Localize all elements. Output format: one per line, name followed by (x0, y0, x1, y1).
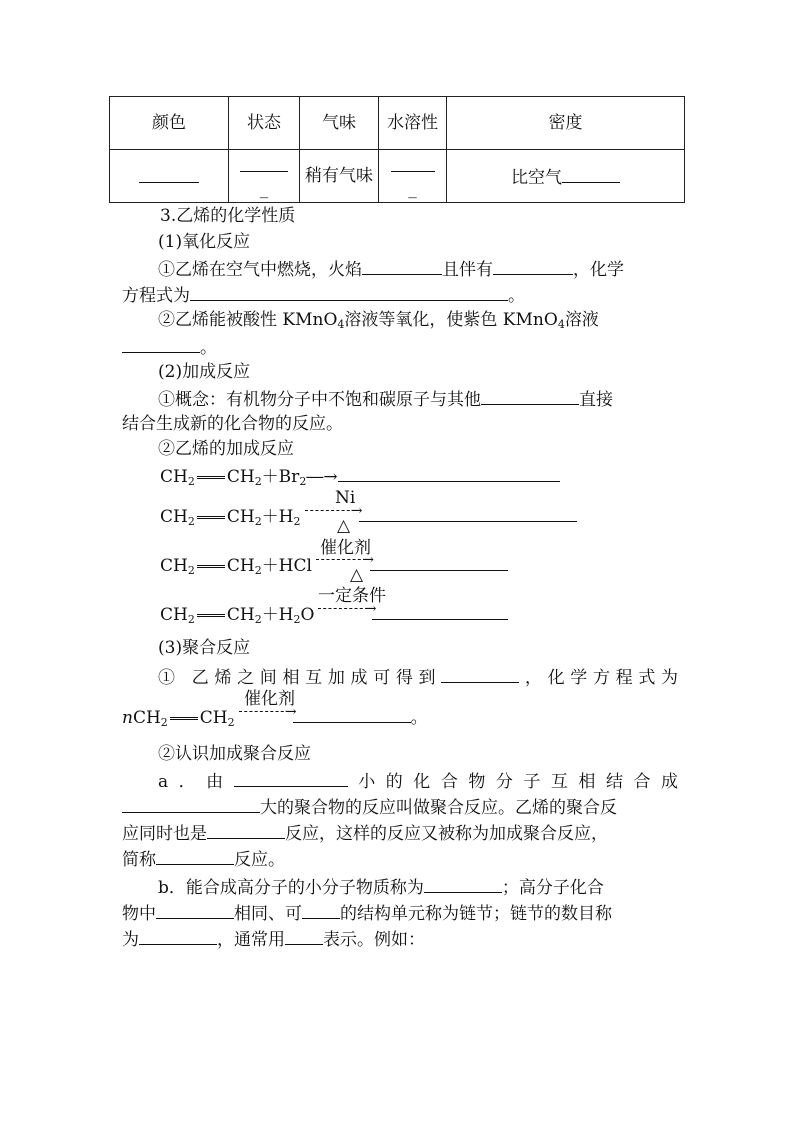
definition-a-cont1: 大的聚合物的反应叫做聚合反应。乙烯的聚合反 (122, 794, 678, 820)
equation-br2: $CH_2$ $CH_2+Br_2―\to$ (160, 463, 560, 489)
polymerization-product-blank[interactable] (293, 704, 411, 723)
polymerization-subheading: ②认识加成聚合反应 (158, 744, 311, 764)
section-title: 3.乙烯的化学性质 (160, 206, 296, 226)
header-density: 密度 (447, 97, 685, 150)
symbol-blank[interactable] (285, 926, 323, 945)
table-header-row (110, 97, 685, 150)
oxidation-item-2-cont: 。 (122, 334, 678, 360)
composition-blank[interactable] (156, 900, 234, 919)
addition-heading: (2)加成反应 (158, 362, 251, 382)
mass-small-blank[interactable] (234, 768, 348, 787)
header-state: 状态 (229, 97, 300, 150)
definition-b-cont1: 物中 相同、可 的结构单元称为链节；链节的数目称 (122, 900, 678, 926)
header-solubility: 水溶性 (379, 97, 447, 150)
oxidation-item-1-cont: 方程式为 。 (122, 282, 678, 308)
kmno4-result-blank[interactable] (122, 334, 200, 353)
reaction-arrow (239, 711, 289, 726)
density-text: 比空气 (511, 167, 562, 188)
double-bond (197, 516, 225, 519)
double-bond (197, 565, 225, 568)
reaction-type-blank[interactable] (207, 820, 285, 839)
heat-symbol: △ (350, 565, 364, 585)
h2o-product-blank[interactable] (372, 601, 508, 620)
blank-mark: _ (408, 178, 417, 199)
addition-concept: ①概念：有机物分子中不饱和碳原子与其他 直接 (158, 386, 678, 412)
h2-product-blank[interactable] (359, 503, 577, 522)
catalyst-condition: 催化剂 (320, 538, 371, 558)
equation-h2: $CH_2$ $CH_2+H_2\to$ (160, 503, 577, 529)
br2-product-blank[interactable] (338, 463, 560, 482)
table-row (110, 150, 685, 203)
monomer-blank[interactable] (424, 874, 502, 893)
header-odor: 气味 (300, 97, 379, 150)
reaction-arrow (318, 608, 368, 623)
cell-color (110, 150, 229, 203)
double-bond (170, 717, 198, 720)
certain-condition: 一定条件 (318, 586, 386, 606)
mass-large-blank[interactable] (122, 794, 260, 813)
properties-table (109, 96, 685, 203)
oxidation-item-2: ②乙烯能被酸性 KMnO$_4$溶液等氧化，使紫色 KMnO$_4$溶液 (158, 310, 599, 331)
atoms-blank[interactable] (481, 386, 579, 405)
blank-mark: _ (259, 178, 269, 199)
equation-hcl: $CH_2$ $CH_2+HCl\to$ (160, 552, 508, 578)
density-blank[interactable] (562, 164, 620, 183)
polymer-catalyst-condition: 催化剂 (244, 689, 295, 709)
oxidation-item-1: ①乙烯在空气中燃烧，火焰 且伴有 ，化学 (158, 256, 678, 282)
addition-concept-cont: 结合生成新的化合物的反应。 (122, 414, 343, 434)
double-bond (197, 476, 225, 479)
ni-condition: Ni (335, 488, 356, 508)
smoke-blank[interactable] (493, 256, 573, 275)
abbreviation-blank[interactable] (156, 846, 234, 865)
cell-density (447, 150, 685, 203)
definition-b-cont2: 为 ，通常用 表示。例如： (122, 926, 678, 952)
equation-polymerization: nCH$_2$ $CH_2\to$ 。 (122, 704, 428, 730)
flame-blank[interactable] (362, 256, 442, 275)
color-blank[interactable] (139, 164, 199, 183)
definition-a-cont2: 应同时也是 反应，这样的反应又被称为加成聚合反应， (122, 820, 678, 846)
heat-symbol: △ (337, 516, 351, 536)
definition-a-cont3: 简称 反应。 (122, 846, 678, 872)
state-blank[interactable] (240, 153, 288, 172)
definition-b: b．能合成高分子的小分子物质称为 ；高分子化合 (158, 874, 678, 900)
repeat-blank[interactable] (302, 900, 340, 919)
hcl-product-blank[interactable] (370, 552, 508, 571)
polymerization-item-1: ① 乙烯之间相互加成可得到 ，化学方程式为 (158, 664, 678, 690)
definition-a: a．由 小的化合物分子互相结合成 (158, 768, 678, 794)
combustion-equation-blank[interactable] (190, 282, 508, 301)
arrow-short: ―→ (306, 467, 338, 487)
cell-state (229, 150, 300, 203)
degree-blank[interactable] (139, 926, 217, 945)
polymerization-heading: (3)聚合反应 (158, 638, 251, 658)
oxidation-heading: (1)氧化反应 (158, 232, 251, 252)
cell-solubility (379, 150, 447, 203)
equation-h2o: $CH_2$ $CH_2+H_2O\to$ (160, 601, 508, 627)
polymer-blank[interactable] (441, 664, 519, 683)
cell-odor: 稍有气味 (300, 150, 379, 203)
double-bond (197, 614, 225, 617)
solubility-blank[interactable] (391, 153, 435, 172)
header-color: 颜色 (110, 97, 229, 150)
addition-subheading: ②乙烯的加成反应 (158, 439, 294, 459)
